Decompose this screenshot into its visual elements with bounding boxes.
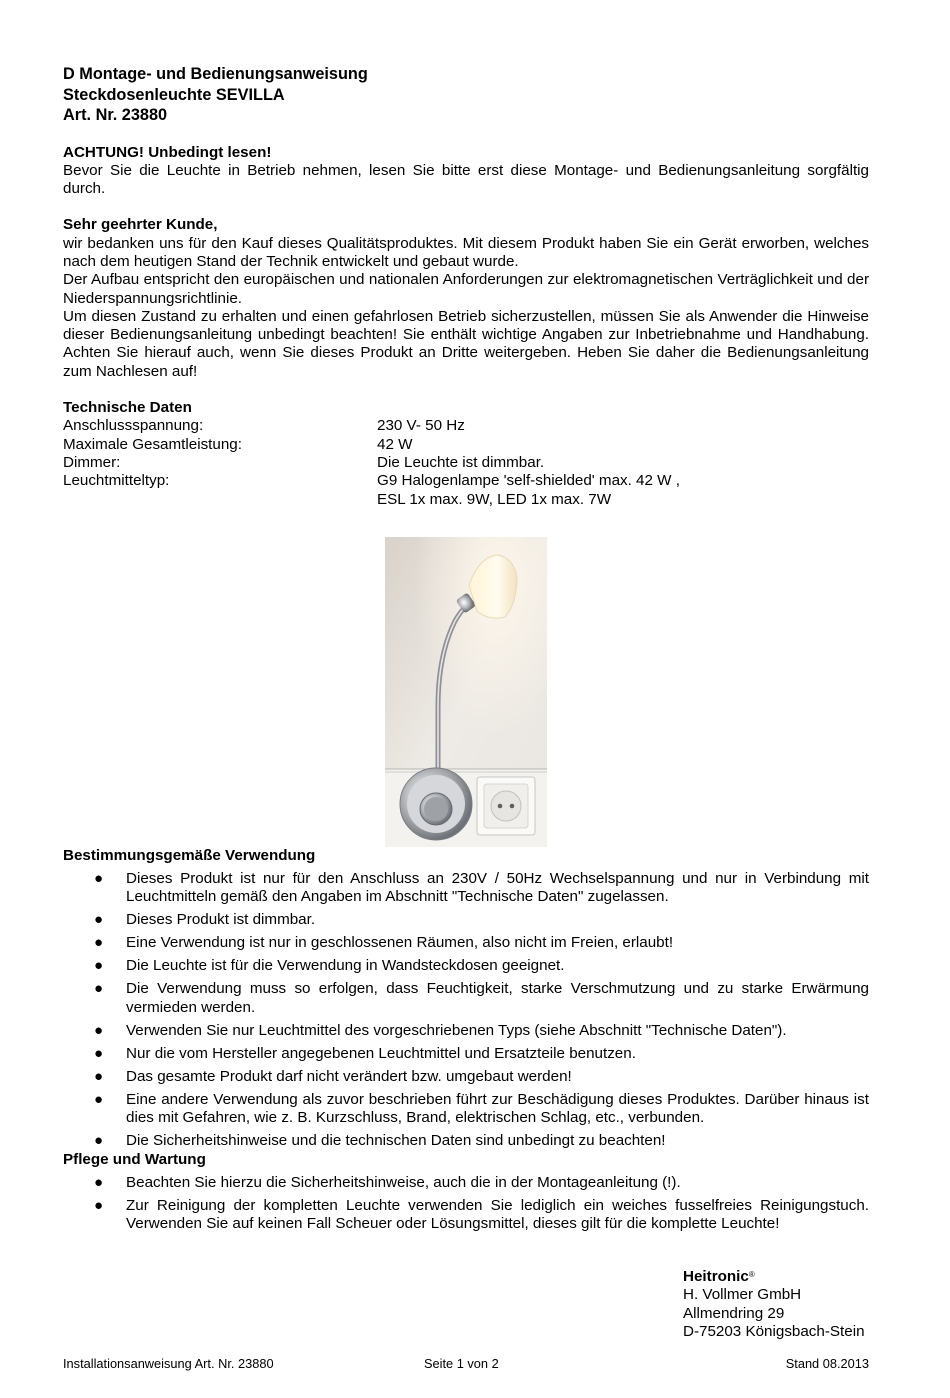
bullet-icon: ● bbox=[94, 1067, 104, 1085]
tech-key: Dimmer: bbox=[63, 453, 121, 471]
bullet-icon: ● bbox=[94, 869, 104, 887]
bullet-icon: ● bbox=[94, 1044, 104, 1062]
tech-key: Leuchtmitteltyp: bbox=[63, 472, 170, 490]
company-address bbox=[683, 1268, 865, 1341]
list-item bbox=[63, 980, 869, 1017]
street: Allmendring 29 bbox=[683, 1304, 785, 1322]
list-item-text: Dieses Produkt ist nur für den Anschluss an 230V / 50Hz Wechselspannung und nur in Verbindung mit Leuchtmitteln gemäß den Angaben im Abschnitt "Technische Daten" zugelassen. bbox=[126, 869, 869, 905]
usage-section bbox=[63, 847, 869, 1151]
bullet-icon: ● bbox=[94, 1132, 104, 1150]
warning-title: ACHTUNG! Unbedingt lesen! bbox=[63, 143, 272, 161]
tech-row bbox=[63, 436, 869, 454]
list-item-text: Verwenden Sie nur Leuchtmittel des vorgeschriebenen Typs (siehe Abschnitt "Technische Daten"). bbox=[126, 1021, 787, 1039]
tech-row bbox=[63, 417, 869, 435]
list-item bbox=[63, 1068, 869, 1086]
list-item bbox=[63, 1091, 869, 1128]
product-photo bbox=[385, 537, 547, 847]
care-section bbox=[63, 1151, 869, 1238]
bullet-icon: ● bbox=[94, 1173, 104, 1191]
warning-text: Bevor Sie die Leuchte in Betrieb nehmen, lesen Sie bitte erst diese Montage- und Bedienungsanleitung sorgfältig durch. bbox=[63, 161, 869, 198]
brand-name: Heitronic bbox=[683, 1268, 749, 1285]
usage-title: Bestimmungsgemäße Verwendung bbox=[63, 847, 316, 864]
tech-value: 230 V- 50 Hz bbox=[377, 417, 465, 435]
tech-value: G9 Halogenlampe 'self-shielded' max. 42 W , bbox=[377, 472, 680, 490]
page-number: Seite 1 von 2 bbox=[424, 1356, 499, 1371]
bullet-icon: ● bbox=[94, 1021, 104, 1039]
list-item bbox=[63, 1022, 869, 1040]
document-body bbox=[63, 64, 869, 509]
tech-key: Anschlussspannung: bbox=[63, 417, 204, 435]
registered-mark: ® bbox=[748, 1270, 755, 1279]
doc-product-name: Steckdosenleuchte SEVILLA bbox=[63, 85, 285, 104]
bullet-icon: ● bbox=[94, 934, 104, 952]
company-name: H. Vollmer GmbH bbox=[683, 1286, 802, 1304]
list-item-text: Die Leuchte ist für die Verwendung in Wandsteckdosen geeignet. bbox=[126, 957, 565, 975]
intro-paragraph-1: wir bedanken uns für den Kauf dieses Qualitätsproduktes. Mit diesem Produkt haben Sie ein Gerät erworben, welches nach dem heutigen Stand der Technik entwickelt und gebaut wurde. bbox=[63, 234, 869, 270]
footer-date: Stand 08.2013 bbox=[785, 1356, 869, 1371]
care-list bbox=[63, 1174, 869, 1234]
tech-value: ESL 1x max. 9W, LED 1x max. 7W bbox=[377, 490, 612, 508]
list-item bbox=[63, 1132, 869, 1150]
tech-data-table bbox=[63, 417, 869, 508]
tech-row bbox=[63, 491, 869, 509]
list-item bbox=[63, 870, 869, 907]
list-item-text: Zur Reinigung der kompletten Leuchte verwenden Sie lediglich ein weiches fusselfreies Reinigungstuch. Verwenden Sie auf keinen Fall Scheuer oder Lösungsmittel, dieses gilt für die komplette Leuchte! bbox=[126, 1196, 869, 1233]
list-item-text: Die Verwendung muss so erfolgen, dass Feuchtigkeit, starke Verschmutzung und zu starke Erwärmung vermieden werden. bbox=[126, 980, 869, 1016]
list-item-text: Eine andere Verwendung als zuvor beschrieben führt zur Beschädigung dieses Produktes. Darüber hinaus ist dies mit Gefahren, wie z. B. Kurzschluss, Brand, elektrischen Schlag, etc., verbunden. bbox=[126, 1091, 869, 1127]
intro-paragraph-3: Um diesen Zustand zu erhalten und einen gefahrlosen Betrieb sicherzustellen, müssen Sie als Anwender die Hinweise dieser Bedienungsanleitung unbedingt beachten! Sie enthält wichtige Angaben zur Inbetriebnahme und Handhabung. Achten Sie hierauf auch, wenn Sie dieses Produkt an Dritte weitergeben. Heben Sie daher die Bedienungsanleitung zum Nachlesen auf! bbox=[63, 307, 869, 380]
tech-value: Die Leuchte ist dimmbar. bbox=[377, 453, 545, 471]
greeting: Sehr geehrter Kunde, bbox=[63, 216, 218, 234]
tech-key: Maximale Gesamtleistung: bbox=[63, 435, 242, 453]
list-item-text: Die Sicherheitshinweise und die technischen Daten sind unbedingt zu beachten! bbox=[126, 1132, 666, 1150]
bullet-icon: ● bbox=[94, 1091, 104, 1109]
tech-value: 42 W bbox=[377, 435, 413, 453]
care-title: Pflege und Wartung bbox=[63, 1151, 206, 1168]
bullet-icon: ● bbox=[94, 980, 104, 998]
list-item-text: Eine Verwendung ist nur in geschlossenen Räumen, also nicht im Freien, erlaubt! bbox=[126, 934, 674, 952]
tech-row bbox=[63, 454, 869, 472]
intro-paragraph-2: Der Aufbau entspricht den europäischen und nationalen Anforderungen zur elektromagnetischen Verträglichkeit und der Niederspannungsrichtlinie. bbox=[63, 271, 869, 307]
page-footer bbox=[63, 1355, 869, 1373]
list-item-text: Das gesamte Produkt darf nicht verändert bzw. umgebaut werden! bbox=[126, 1067, 572, 1085]
tech-row bbox=[63, 472, 869, 490]
bullet-icon: ● bbox=[94, 957, 104, 975]
usage-list bbox=[63, 870, 869, 1151]
list-item bbox=[63, 957, 869, 975]
list-item-text: Beachten Sie hierzu die Sicherheitshinweise, auch die in der Montageanleitung (!). bbox=[126, 1173, 681, 1191]
city: D-75203 Königsbach-Stein bbox=[683, 1322, 865, 1340]
list-item bbox=[63, 1174, 869, 1192]
list-item-text: Dieses Produkt ist dimmbar. bbox=[126, 911, 316, 929]
footer-left: Installationsanweisung Art. Nr. 23880 bbox=[63, 1356, 274, 1371]
list-item bbox=[63, 1045, 869, 1063]
tech-key bbox=[63, 491, 377, 509]
list-item-text: Nur die vom Hersteller angegebenen Leuchtmittel und Ersatzteile benutzen. bbox=[126, 1044, 636, 1062]
doc-article-number: Art. Nr. 23880 bbox=[63, 106, 168, 124]
tech-data-title: Technische Daten bbox=[63, 399, 192, 417]
list-item bbox=[63, 911, 869, 929]
list-item bbox=[63, 934, 869, 952]
bullet-icon: ● bbox=[94, 1196, 104, 1214]
bullet-icon: ● bbox=[94, 911, 104, 929]
doc-title: D Montage- und Bedienungsanweisung bbox=[63, 65, 368, 83]
list-item bbox=[63, 1197, 869, 1234]
